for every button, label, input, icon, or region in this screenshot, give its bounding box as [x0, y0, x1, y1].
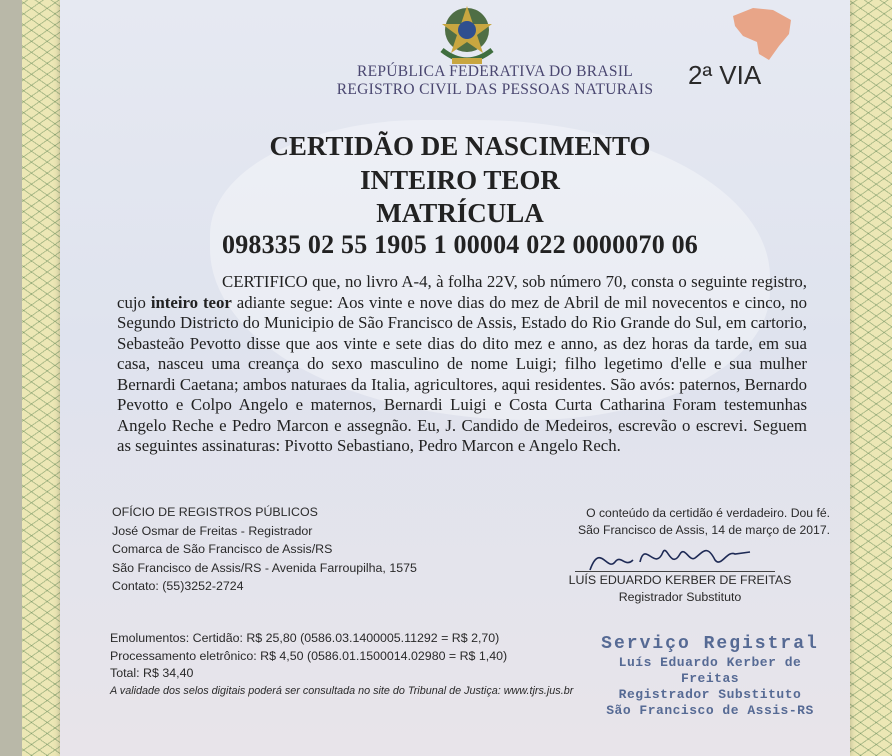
intro-end: adiante segue:: [231, 292, 333, 312]
registration-number: 098335 02 55 1905 1 00004 022 0000070 06: [222, 230, 698, 259]
stamp-line-3: Registrador Substituto: [618, 687, 802, 702]
certificate-title: CERTIDÃO DE NASCIMENTO: [269, 131, 651, 161]
office-contact: Contato: (55)3252-2724: [112, 579, 244, 593]
certificate-subtitle: INTEIRO TEOR: [360, 165, 560, 195]
signer-role: Registrador Substituto: [618, 590, 742, 604]
brazil-map-icon: [725, 4, 797, 64]
stamp-line-2: Luís Eduardo Kerber de Freitas: [618, 655, 802, 686]
stamp-line-4: São Francisco de Assis-RS: [606, 703, 814, 718]
fee-total: Total: R$ 34,40: [110, 666, 194, 680]
office-address: São Francisco de Assis/RS - Avenida Farroupilha, 1575: [112, 560, 417, 575]
inteiro-teor-emphasis: inteiro teor: [150, 292, 232, 312]
office-name: OFÍCIO DE REGISTROS PÚBLICOS: [112, 505, 318, 519]
place-date: São Francisco de Assis, 14 de março de 2017.: [577, 523, 830, 537]
office-registrar: José Osmar de Freitas - Registrador: [112, 523, 313, 538]
certifico-word: CERTIFICO: [222, 272, 308, 291]
intro-text: que, no livro A-4, à folha 22V, sob número 70, consta o seguinte registro, cujo: [117, 272, 807, 312]
background-edge: [0, 0, 22, 756]
signer-name: LUÍS EDUARDO KERBER DE FREITAS: [568, 573, 792, 587]
validity-note: A validade dos selos digitais poderá ser consultada no site do Tribunal de Justiça: www.tjrs.jus.br: [110, 684, 574, 697]
office-block: [112, 503, 472, 596]
copy-label: 2ª VIA: [688, 60, 762, 90]
country-line: REPÚBLICA FEDERATIVA DO BRASIL: [356, 63, 634, 80]
stamp-line-1: Serviço Registral: [601, 634, 819, 654]
registry-stamp: [595, 633, 825, 719]
fees-block: [110, 630, 630, 700]
record-text: Aos vinte e nove dias do mez de Abril de mil novecentos e cinco, no Segundo Districto do Municipio de São Francisco de Assis, Estado do Rio Grande do Sul, em cartorio, Sebasteão Pevotto disse que aos vinte e sete dias do dito mez e anno, as dez horas da tarde, em sua casa, nasceu uma creança do sexo masculino de nome Luigi; filho legetimo d'elle e sua mulher Bernardi Caetana; ambos naturaes da Italia, agricultores, aqui residentes. São avós: paternos, Bernardo Pevotto e Colpo Angelo e maternos, Bernardi Luigi e Costa Curta Catharina Foram testemunhas Angelo Reche e Pedro Marcon e assegnão. Eu, J. Candido de Medeiros, escrevão o escrevi. Seguem as seguintes assinaturas: Pivotto Sebastiano, Pedro Marcon e Angelo Rech.: [117, 292, 808, 455]
certificate-body: [117, 272, 807, 457]
registry-line: REGISTRO CIVIL DAS PESSOAS NATURAIS: [336, 81, 654, 98]
fee-certidao: Emolumentos: Certidão: R$ 25,80 (0586.03.1400005.11292 = R$ 2,70): [110, 631, 500, 645]
fee-processamento: Processamento eletrônico: R$ 4,50 (0586.01.1500014.02980 = R$ 1,40): [110, 648, 508, 663]
certificate-paper: [60, 0, 850, 756]
registration-label: MATRÍCULA: [376, 198, 544, 228]
header-text: [260, 63, 730, 99]
brazil-coat-of-arms-icon: [432, 0, 502, 68]
signer-block: [530, 572, 830, 606]
office-district: Comarca de São Francisco de Assis/RS: [112, 542, 333, 556]
verification-statement: O conteúdo da certidão é verdadeiro. Dou fé.: [586, 506, 830, 520]
